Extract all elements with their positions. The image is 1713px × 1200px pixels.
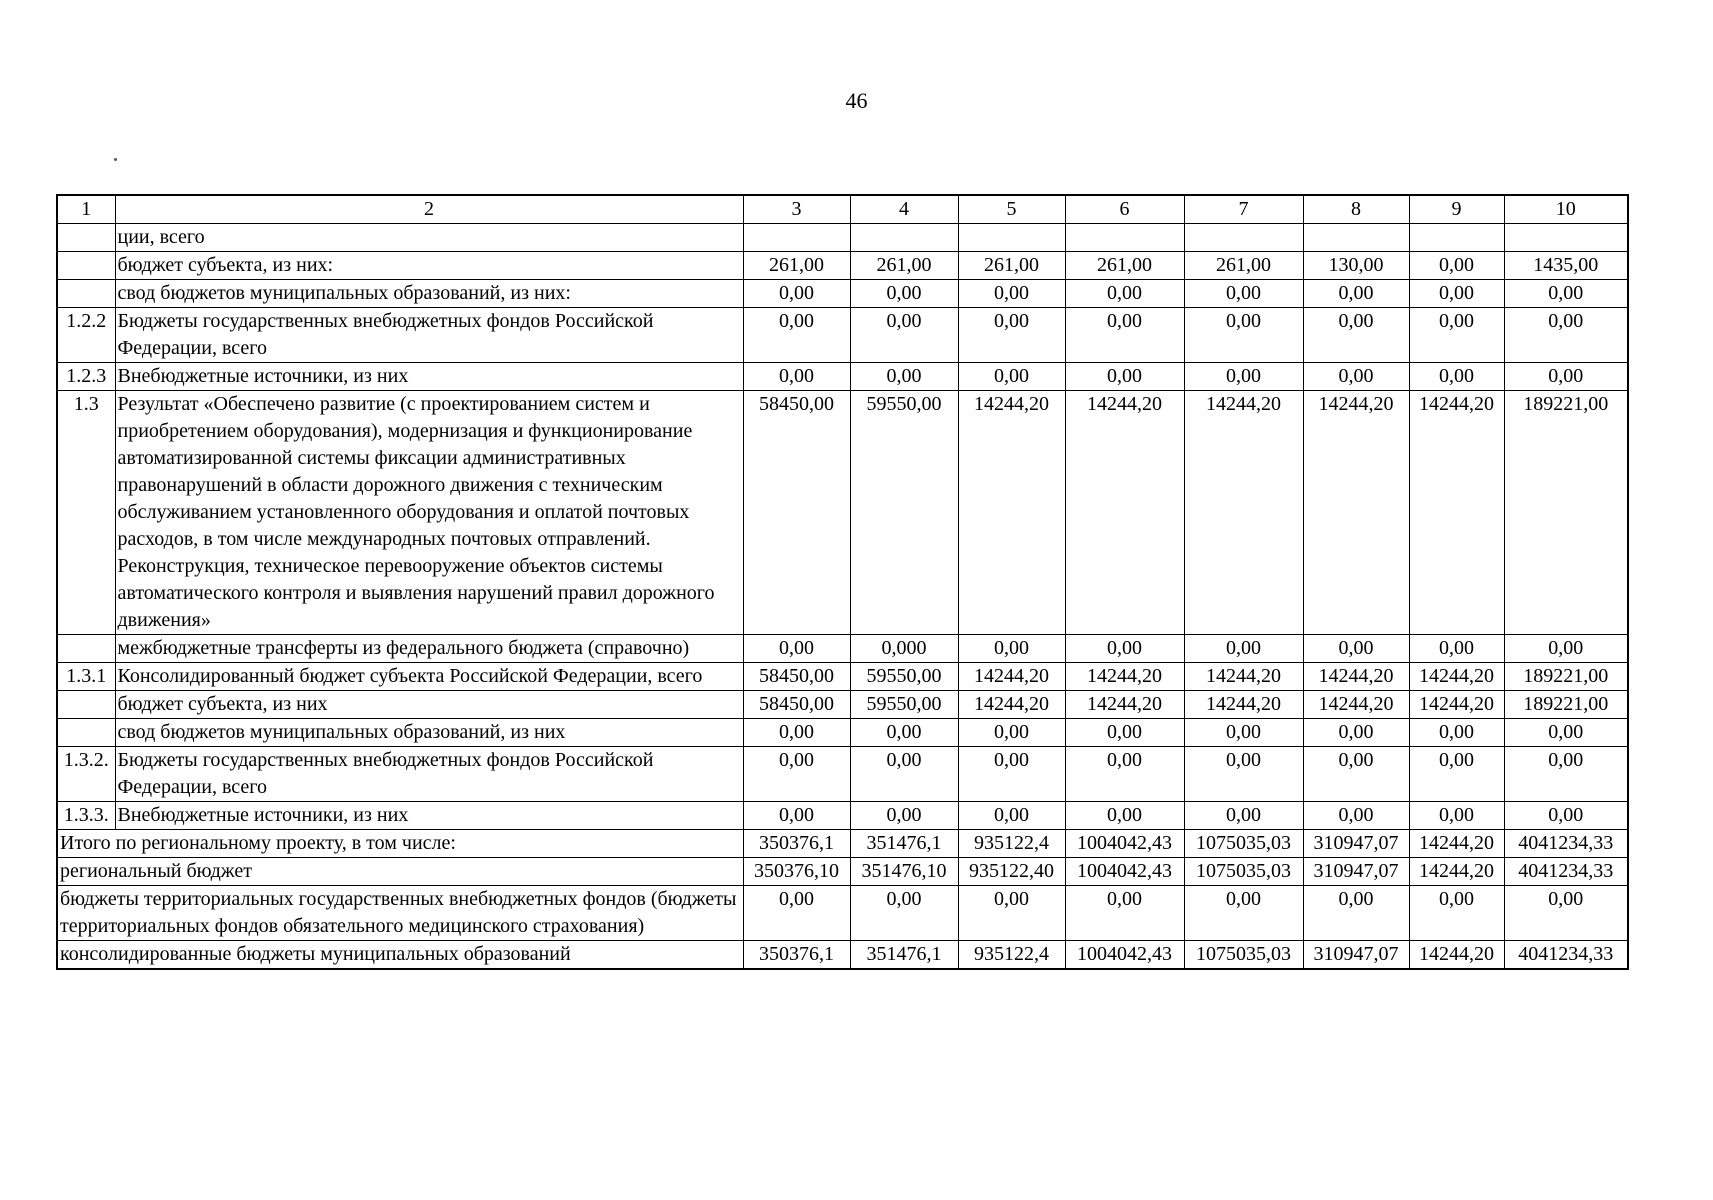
value-cell: 0,00 [1504, 280, 1628, 308]
total-value-cell: 0,00 [850, 886, 958, 941]
value-cell: 0,00 [1184, 635, 1303, 663]
total-value-cell: 14244,20 [1409, 830, 1504, 858]
total-value-cell: 350376,10 [743, 858, 850, 886]
total-value-cell: 4041234,33 [1504, 941, 1628, 970]
total-value-cell: 0,00 [1504, 886, 1628, 941]
row-label: бюджет субъекта, из них: [115, 252, 743, 280]
row-label: ции, всего [115, 224, 743, 252]
row-label: свод бюджетов муниципальных образований, из них: [115, 280, 743, 308]
total-row [57, 941, 1628, 970]
value-cell: 14244,20 [958, 391, 1065, 635]
value-cell: 14244,20 [1409, 391, 1504, 635]
value-cell: 0,00 [743, 635, 850, 663]
value-cell: 14244,20 [958, 663, 1065, 691]
table-row [57, 635, 1628, 663]
scan-speck [114, 158, 117, 161]
value-cell: 189221,00 [1504, 391, 1628, 635]
value-cell: 0,00 [958, 363, 1065, 391]
value-cell: 0,00 [1303, 363, 1409, 391]
column-number-3: 3 [743, 195, 850, 224]
table-row [57, 363, 1628, 391]
value-cell [958, 224, 1065, 252]
column-number-9: 9 [1409, 195, 1504, 224]
value-cell: 0,00 [1303, 719, 1409, 747]
total-value-cell: 0,00 [958, 886, 1065, 941]
row-number [57, 635, 115, 663]
value-cell: 59550,00 [850, 691, 958, 719]
value-cell: 0,00 [958, 802, 1065, 830]
total-value-cell: 0,00 [743, 886, 850, 941]
table-row [57, 719, 1628, 747]
value-cell: 0,00 [850, 747, 958, 802]
row-label: Бюджеты государственных внебюджетных фондов Российской Федерации, всего [115, 308, 743, 363]
value-cell: 14244,20 [1065, 391, 1184, 635]
value-cell: 261,00 [1065, 252, 1184, 280]
value-cell: 14244,20 [1409, 691, 1504, 719]
value-cell: 0,00 [958, 308, 1065, 363]
row-number: 1.2.3 [57, 363, 115, 391]
value-cell: 0,00 [1409, 747, 1504, 802]
value-cell: 14244,20 [1065, 691, 1184, 719]
value-cell: 130,00 [1303, 252, 1409, 280]
total-row [57, 858, 1628, 886]
value-cell: 0,00 [1409, 252, 1504, 280]
value-cell: 14244,20 [1409, 663, 1504, 691]
total-value-cell: 14244,20 [1409, 858, 1504, 886]
value-cell: 0,00 [1504, 308, 1628, 363]
column-number-4: 4 [850, 195, 958, 224]
value-cell: 261,00 [958, 252, 1065, 280]
table-row [57, 747, 1628, 802]
value-cell: 0,00 [743, 802, 850, 830]
value-cell: 0,00 [958, 747, 1065, 802]
row-label: Внебюджетные источники, из них [115, 802, 743, 830]
total-value-cell: 935122,4 [958, 941, 1065, 970]
value-cell: 0,00 [850, 802, 958, 830]
row-number: 1.3 [57, 391, 115, 635]
value-cell: 0,00 [850, 308, 958, 363]
column-number-1: 1 [57, 195, 115, 224]
value-cell: 0,00 [958, 280, 1065, 308]
total-value-cell: 14244,20 [1409, 941, 1504, 970]
row-label: межбюджетные трансферты из федерального бюджета (справочно) [115, 635, 743, 663]
value-cell: 0,00 [1184, 308, 1303, 363]
value-cell: 14244,20 [958, 691, 1065, 719]
row-number [57, 691, 115, 719]
total-value-cell: 350376,1 [743, 830, 850, 858]
value-cell: 14244,20 [1303, 691, 1409, 719]
value-cell: 0,00 [1184, 747, 1303, 802]
value-cell: 0,00 [1065, 747, 1184, 802]
table-row [57, 802, 1628, 830]
value-cell: 0,00 [1303, 747, 1409, 802]
total-value-cell: 1004042,43 [1065, 830, 1184, 858]
value-cell: 59550,00 [850, 663, 958, 691]
total-row [57, 830, 1628, 858]
total-value-cell: 351476,1 [850, 830, 958, 858]
value-cell: 0,00 [1409, 308, 1504, 363]
value-cell: 58450,00 [743, 691, 850, 719]
value-cell: 261,00 [850, 252, 958, 280]
table-row [57, 224, 1628, 252]
total-value-cell: 310947,07 [1303, 830, 1409, 858]
total-label: региональный бюджет [57, 858, 743, 886]
table-header-row [57, 195, 1628, 224]
value-cell: 0,00 [1065, 308, 1184, 363]
total-value-cell: 310947,07 [1303, 858, 1409, 886]
value-cell: 0,00 [1409, 719, 1504, 747]
total-value-cell: 0,00 [1409, 886, 1504, 941]
total-value-cell: 350376,1 [743, 941, 850, 970]
row-number: 1.2.2 [57, 308, 115, 363]
row-label: Консолидированный бюджет субъекта Российской Федерации, всего [115, 663, 743, 691]
value-cell: 0,00 [743, 719, 850, 747]
value-cell: 14244,20 [1303, 663, 1409, 691]
value-cell: 0,00 [1409, 802, 1504, 830]
total-value-cell: 1075035,03 [1184, 858, 1303, 886]
value-cell: 0,00 [1409, 280, 1504, 308]
column-number-2: 2 [115, 195, 743, 224]
total-value-cell: 0,00 [1065, 886, 1184, 941]
value-cell: 0,00 [1409, 363, 1504, 391]
value-cell: 0,00 [1065, 635, 1184, 663]
total-value-cell: 1075035,03 [1184, 941, 1303, 970]
value-cell: 0,00 [1184, 280, 1303, 308]
row-number [57, 719, 115, 747]
total-value-cell: 4041234,33 [1504, 830, 1628, 858]
column-number-5: 5 [958, 195, 1065, 224]
value-cell: 1435,00 [1504, 252, 1628, 280]
total-label: консолидированные бюджеты муниципальных образований [57, 941, 743, 970]
value-cell: 0,00 [1303, 280, 1409, 308]
value-cell: 0,00 [743, 363, 850, 391]
value-cell: 59550,00 [850, 391, 958, 635]
total-value-cell: 935122,4 [958, 830, 1065, 858]
value-cell [1184, 224, 1303, 252]
column-number-6: 6 [1065, 195, 1184, 224]
total-row [57, 886, 1628, 941]
value-cell: 58450,00 [743, 663, 850, 691]
value-cell: 0,00 [743, 280, 850, 308]
value-cell: 0,00 [1303, 802, 1409, 830]
value-cell: 0,00 [1504, 802, 1628, 830]
total-label: бюджеты территориальных государственных внебюджетных фондов (бюджеты территориальных фондов обязательного медицинского страхования) [57, 886, 743, 941]
column-number-8: 8 [1303, 195, 1409, 224]
row-number: 1.3.1 [57, 663, 115, 691]
row-number [57, 252, 115, 280]
total-value-cell: 0,00 [1303, 886, 1409, 941]
total-value-cell: 0,00 [1184, 886, 1303, 941]
table-row [57, 391, 1628, 635]
value-cell: 189221,00 [1504, 691, 1628, 719]
value-cell: 261,00 [743, 252, 850, 280]
value-cell: 0,00 [1303, 635, 1409, 663]
value-cell: 0,00 [743, 308, 850, 363]
row-number: 1.3.2. [57, 747, 115, 802]
value-cell: 14244,20 [1303, 391, 1409, 635]
value-cell: 0,00 [1409, 635, 1504, 663]
value-cell: 189221,00 [1504, 663, 1628, 691]
row-label: бюджет субъекта, из них [115, 691, 743, 719]
value-cell: 0,00 [850, 363, 958, 391]
total-value-cell: 1075035,03 [1184, 830, 1303, 858]
total-value-cell: 1004042,43 [1065, 941, 1184, 970]
value-cell: 0,000 [850, 635, 958, 663]
value-cell: 14244,20 [1184, 663, 1303, 691]
row-label: Внебюджетные источники, из них [115, 363, 743, 391]
value-cell [743, 224, 850, 252]
value-cell [1409, 224, 1504, 252]
total-value-cell: 1004042,43 [1065, 858, 1184, 886]
total-value-cell: 935122,40 [958, 858, 1065, 886]
value-cell: 0,00 [1504, 747, 1628, 802]
value-cell: 0,00 [1065, 363, 1184, 391]
page-number: 46 [845, 88, 868, 113]
total-value-cell: 351476,10 [850, 858, 958, 886]
table-row [57, 663, 1628, 691]
value-cell: 14244,20 [1184, 391, 1303, 635]
column-number-7: 7 [1184, 195, 1303, 224]
value-cell [1504, 224, 1628, 252]
column-number-10: 10 [1504, 195, 1628, 224]
value-cell: 14244,20 [1065, 663, 1184, 691]
value-cell: 14244,20 [1184, 691, 1303, 719]
value-cell: 0,00 [1504, 363, 1628, 391]
value-cell: 0,00 [1184, 802, 1303, 830]
value-cell: 0,00 [1184, 363, 1303, 391]
value-cell [1303, 224, 1409, 252]
value-cell: 0,00 [1065, 280, 1184, 308]
value-cell: 0,00 [1303, 308, 1409, 363]
budget-table [56, 194, 1629, 970]
value-cell: 0,00 [1184, 719, 1303, 747]
total-label: Итого по региональному проекту, в том числе: [57, 830, 743, 858]
table-row [57, 308, 1628, 363]
table-row [57, 280, 1628, 308]
value-cell: 0,00 [1065, 719, 1184, 747]
total-value-cell: 351476,1 [850, 941, 958, 970]
value-cell: 0,00 [850, 280, 958, 308]
value-cell: 0,00 [1504, 635, 1628, 663]
row-number [57, 280, 115, 308]
value-cell: 0,00 [958, 719, 1065, 747]
row-number: 1.3.3. [57, 802, 115, 830]
value-cell: 0,00 [850, 719, 958, 747]
value-cell [850, 224, 958, 252]
row-label: свод бюджетов муниципальных образований, из них [115, 719, 743, 747]
row-label: Бюджеты государственных внебюджетных фондов Российской Федерации, всего [115, 747, 743, 802]
table-row [57, 691, 1628, 719]
value-cell: 0,00 [958, 635, 1065, 663]
table-row [57, 252, 1628, 280]
row-number [57, 224, 115, 252]
value-cell: 261,00 [1184, 252, 1303, 280]
total-value-cell: 310947,07 [1303, 941, 1409, 970]
value-cell: 58450,00 [743, 391, 850, 635]
value-cell: 0,00 [743, 747, 850, 802]
value-cell: 0,00 [1504, 719, 1628, 747]
value-cell [1065, 224, 1184, 252]
total-value-cell: 4041234,33 [1504, 858, 1628, 886]
value-cell: 0,00 [1065, 802, 1184, 830]
row-label: Результат «Обеспечено развитие (с проектированием систем и приобретением оборудования), модернизация и функционирование автоматизированной системы фиксации административных правонарушений в области дорожного движения с техническим обслуживанием установленного оборудования и оплатой почтовых расходов, в том числе международных почтовых отправлений. Реконструкция, техническое перевооружение объектов системы автоматического контроля и выявления нарушений правил дорожного движения» [115, 391, 743, 635]
